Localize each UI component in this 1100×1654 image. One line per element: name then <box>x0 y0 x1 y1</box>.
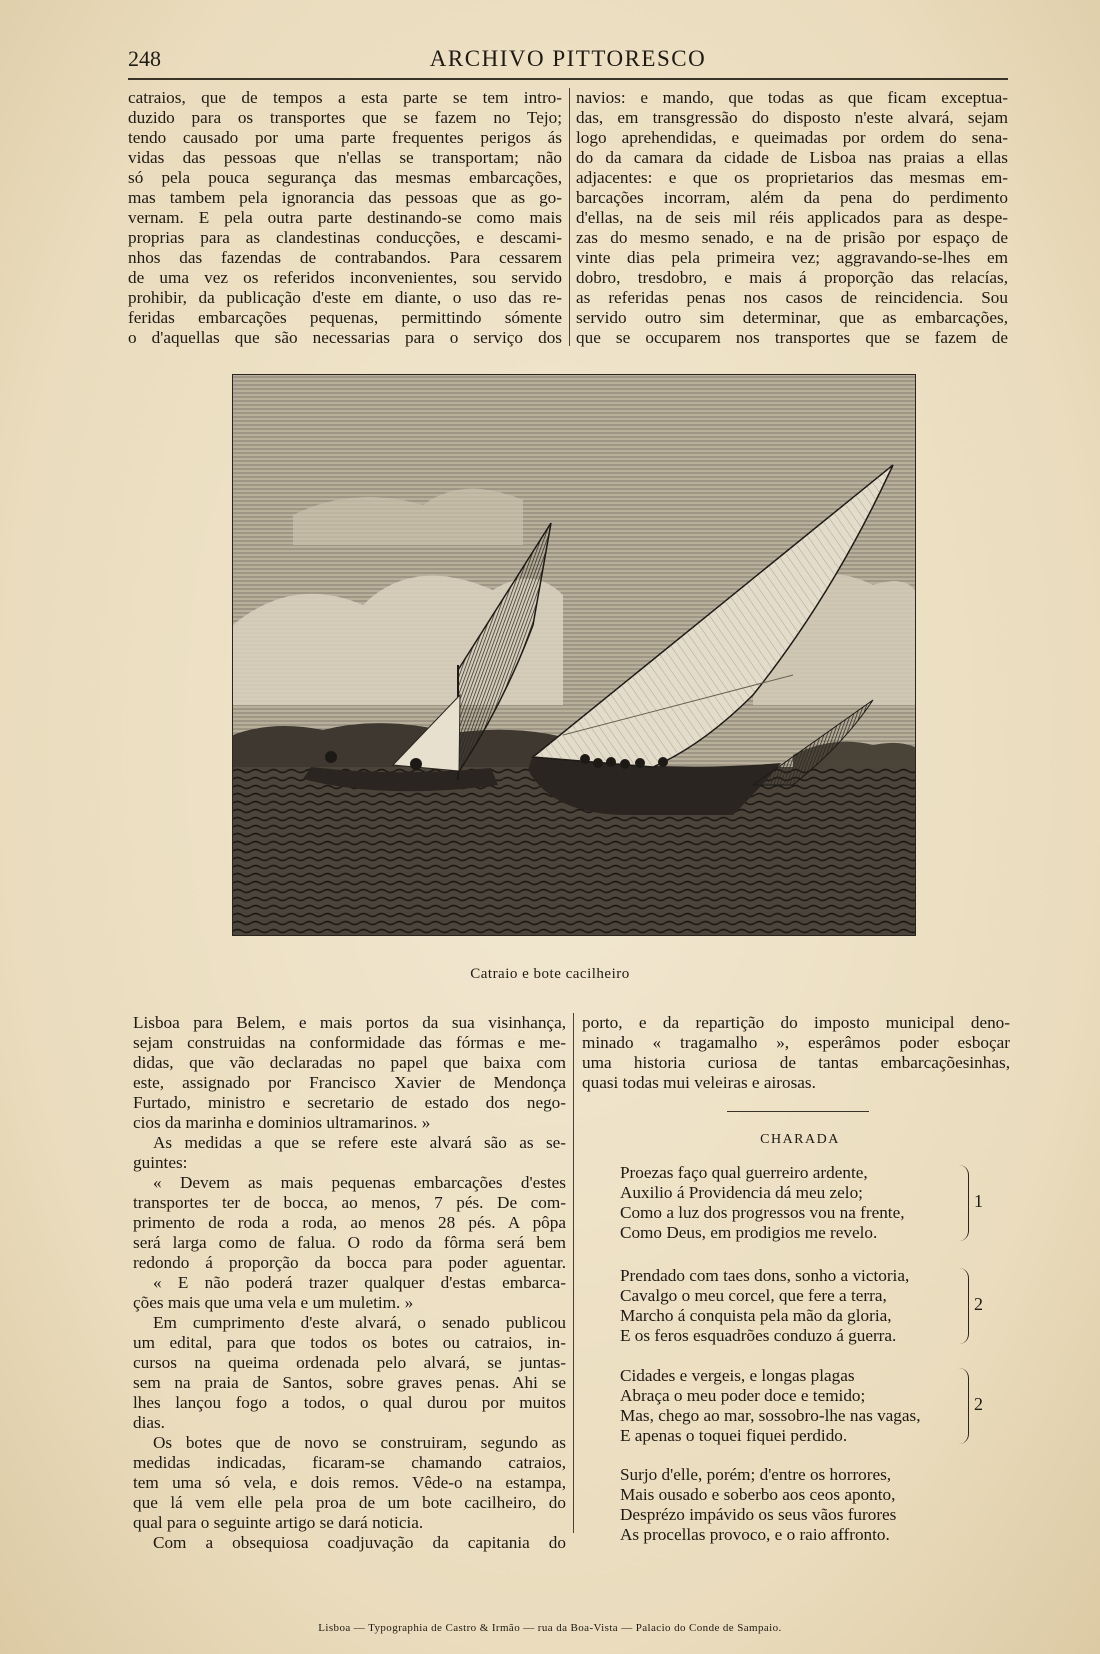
text-line: d'ellas, na de seis mil réis applicados para as despe- <box>576 208 1008 227</box>
verse-line: Mais ousado e soberbo aos ceos aponto, <box>620 1485 896 1504</box>
text-line: navios: e mando, que todas as que ficam exceptua- <box>576 88 1008 107</box>
syllable-number: 2 <box>974 1394 983 1414</box>
charada-stanza <box>620 1163 1000 1243</box>
stanza-brace <box>958 1368 969 1444</box>
text-line: « E não poderá trazer qualquer d'estas embarca- <box>153 1273 566 1292</box>
text-line: será larga como de falua. O rodo da fôrma será bem <box>133 1233 566 1252</box>
printer-imprint: Lisboa — Typographia de Castro & Irmão — rua da Boa-Vista — Palacio do Conde de Sampaio. <box>318 1622 782 1634</box>
text-line: redondo á proporção da bocca para poder aguentar. <box>133 1253 566 1272</box>
top-left-column <box>128 88 562 348</box>
text-line: as referidas penas nos casos de reincidencia. Sou <box>576 288 1008 307</box>
verse-line: Proezas faço qual guerreiro ardente, <box>620 1163 868 1182</box>
text-line: catraios, que de tempos a esta parte se tem intro- <box>128 88 562 107</box>
verse-line: Desprézo impávido os seus vãos furores <box>620 1505 897 1524</box>
verse-line: Marcho á conquista pela mão da gloria, <box>620 1306 892 1325</box>
text-line: que se occuparem nos transportes que se fazem de <box>576 328 1008 347</box>
text-line: cursos na queima ordenada pelo alvará, se juntas- <box>133 1353 566 1372</box>
verse-line: E apenas o toquei fiquei perdido. <box>620 1426 848 1445</box>
verse-line: Prendado com taes dons, sonho a victoria, <box>620 1266 910 1285</box>
column-divider-bottom <box>573 1013 574 1533</box>
text-line: ções mais que uma vela e um muletim. » <box>133 1293 414 1312</box>
text-line: Em cumprimento d'este alvará, o senado publicou <box>153 1313 566 1332</box>
text-line: quasi todas mui veleiras e airosas. <box>582 1073 816 1092</box>
text-line: Lisboa para Belem, e mais portos da sua visinhança, <box>133 1013 566 1032</box>
charada-stanza <box>620 1366 1000 1446</box>
bottom-right-column <box>582 1013 1010 1093</box>
boats-engraving <box>233 375 915 935</box>
text-line: das, em transgressão do disposto n'este alvará, sejam <box>576 108 1008 127</box>
text-line: vidas das pessoas que n'ellas se transportam; não <box>128 148 562 167</box>
column-divider-top <box>569 88 570 346</box>
text-line: lhes lançou fogo a todos, o qual durou por muitos <box>133 1393 566 1412</box>
text-line: sejam construidas na conformidade das fórmas e me- <box>133 1033 566 1052</box>
text-line: zas do mesmo senado, e na de prisão por espaço de <box>576 228 1008 247</box>
charada-stanza <box>620 1266 1000 1346</box>
text-line: As medidas a que se refere este alvará são as se- <box>153 1133 566 1152</box>
text-line: só pela pouca segurança das mesmas embarcações, <box>128 168 562 187</box>
text-line: primento de roda a roda, ao menos 28 pés. A pôpa <box>133 1213 566 1232</box>
verse-line: Mas, chego ao mar, sossobro-lhe nas vagas, <box>620 1406 921 1425</box>
text-line: o d'aquellas que são necessarias para o serviço dos <box>128 328 562 347</box>
text-line: sem na praia de Santos, sobre graves penas. Ahi se <box>133 1373 566 1392</box>
text-line: duzido para os transportes que se fazem no Tejo; <box>128 108 562 127</box>
verse-line: Surjo d'elle, porém; d'entre os horrores, <box>620 1465 892 1484</box>
text-line: servido outro sim determinar, que as embarcações, <box>576 308 1008 327</box>
verse-line: Cidades e vergeis, e longas plagas <box>620 1366 855 1385</box>
text-line: porto, e da repartição do imposto municipal deno- <box>582 1013 1010 1032</box>
text-line: guintes: <box>133 1153 188 1172</box>
text-line: dobro, tresdobro, e mais á proporção das relacías, <box>576 268 1008 287</box>
stanza-brace <box>958 1268 969 1344</box>
text-line: Furtado, ministro e secretario de estado dos nego- <box>133 1093 566 1112</box>
charada-stanza <box>620 1465 1000 1545</box>
text-line: medidas indicadas, ficaram-se chamando catraios, <box>133 1453 566 1472</box>
verse-line: Abraça o meu poder doce e temido; <box>620 1386 866 1405</box>
text-line: este, assignado por Francisco Xavier de Mendonça <box>133 1073 566 1092</box>
verse-line: Cavalgo o meu corcel, que fere a terra, <box>620 1286 887 1305</box>
text-line: nhos das fazendas de contrabandos. Para cessarem <box>128 248 562 267</box>
verse-line: E os feros esquadrões conduzo á guerra. <box>620 1326 897 1345</box>
text-line: cios da marinha e dominios ultramarinos. » <box>133 1113 431 1132</box>
text-line: prohibir, da publicação d'este em diante, o uso das re- <box>128 288 562 307</box>
text-line: Com a obsequiosa coadjuvação da capitania do <box>153 1533 566 1552</box>
text-line: minado « tragamalho », esperâmos poder esboçar <box>582 1033 1010 1052</box>
running-title: ARCHIVO PITTORESCO <box>429 46 707 71</box>
text-line: tem uma só vela, e dois remos. Vêde-o na estampa, <box>133 1473 566 1492</box>
stanza-brace <box>958 1165 969 1241</box>
text-line: qual para o seguinte artigo se dará noticia. <box>133 1513 424 1532</box>
section-rule <box>727 1111 869 1112</box>
text-line: didas, que vão declaradas no papel que baixa com <box>133 1053 566 1072</box>
bottom-left-column <box>133 1013 566 1553</box>
text-line: uma historia curiosa de tantas embarcaçõesinhas, <box>582 1053 1010 1072</box>
text-line: vernam. E pela outra parte destinando-se como mais <box>128 208 562 227</box>
text-line: Os botes que de novo se construiram, segundo as <box>153 1433 566 1452</box>
text-line: logo aprehendidas, e queimadas por ordem do sena- <box>576 128 1008 147</box>
text-line: de uma vez os referidos inconvenientes, sou servido <box>128 268 562 287</box>
syllable-number: 1 <box>974 1191 983 1211</box>
text-line: proprias para as clandestinas conducções, e descami- <box>128 228 562 247</box>
text-line: do da camara da cidade de Lisboa nas praias a ellas <box>576 148 1008 167</box>
text-line: que lá vem elle pela proa de um bote cacilheiro, do <box>133 1493 566 1512</box>
text-line: « Devem as mais pequenas embarcações d'estes <box>153 1173 566 1192</box>
text-line: barcações incorram, além da pena do perdimento <box>576 188 1008 207</box>
verse-line: As procellas provoco, e o raio affronto. <box>620 1525 890 1544</box>
top-right-column <box>576 88 1008 348</box>
syllable-number: 2 <box>974 1294 983 1314</box>
verse-line: Auxilio á Providencia dá meu zelo; <box>620 1183 863 1202</box>
page-number: 248 <box>128 46 161 71</box>
engraving-illustration <box>232 374 916 936</box>
text-line: mas tambem pela ignorancia das pessoas que as go- <box>128 188 562 207</box>
page-header <box>128 44 1008 80</box>
verse-line: Como a luz dos progressos vou na frente, <box>620 1203 905 1222</box>
verse-line: Como Deus, em prodigios me revelo. <box>620 1223 878 1242</box>
text-line: tendo causado por uma parte frequentes perigos ás <box>128 128 562 147</box>
text-line: adjacentes: e que os proprietarios das mesmas em- <box>576 168 1008 187</box>
text-line: vinte dias pela primeira vez; aggravando-se-lhes em <box>576 248 1008 267</box>
illustration-caption: Catraio e bote cacilheiro <box>470 966 630 982</box>
text-line: transportes ter de bocca, ao menos, 7 pés. De com- <box>133 1193 566 1212</box>
text-line: feridas embarcações pequenas, permittindo sómente <box>128 308 562 327</box>
text-line: dias. <box>133 1413 165 1432</box>
text-line: um edital, para que todos os botes ou catraios, in- <box>133 1333 566 1352</box>
charada-title: CHARADA <box>760 1132 840 1147</box>
